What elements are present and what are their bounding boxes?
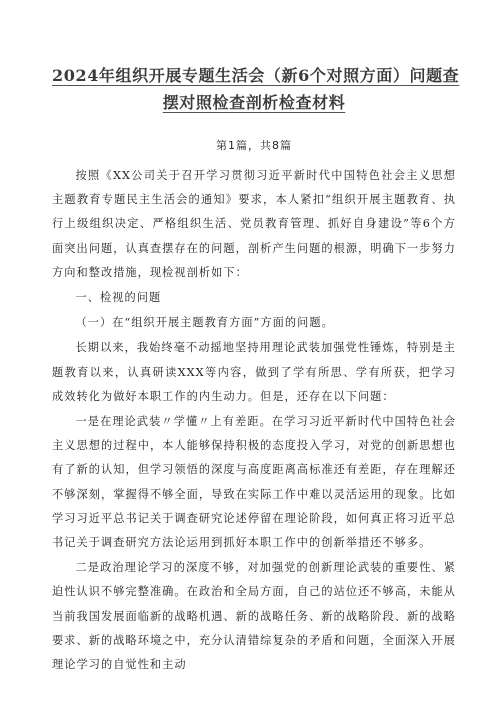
section-heading: 一、检视的问题 [75,291,162,305]
document-title-line-2: 摆对照检查剖析检查材料 [162,93,346,112]
document-part-indicator: 第1篇，共8篇 [216,139,292,152]
document-title-line-1: 2024年组织开展专题生活会（新6个对照方面）问题查 [52,66,460,85]
body-paragraph: 一是在理论武装〃学懂〃上有差距。在学习习近平新时代中国特色社会主义思想的过程中，本人能够保持积极的态度投入学习，对党的创新思想也有了新的认知，但学习领悟的深度与高度距离高标准还有差距，存在理解还不够深刻，掌握得不够全面，导致在实际工作中难以灵活运用的现象。比如学习习近平总书记关于调查研究论述停留在理论阶段，如何真正将习近平总书记关于调查研究方法论运用到抓好本职工作中的创新举措还不够多。 [52,415,456,550]
body-paragraph: 二是政治理论学习的深度不够，对加强党的创新理论武装的重要性、紧迫性认识不够完整准确。在政治和全局方面，自己的站位还不够高，未能从当前我国发展面临新的战略机遇、新的战略任务、新的战略阶段、新的战略要求、新的战略环境之中，充分认清错综复杂的矛盾和问题，全面深入开展理论学习的自觉性和主动 [52,561,456,672]
document-title [52,62,460,116]
body-paragraph: 长期以来，我始终毫不动摇地坚持用理论武装加强党性锤炼，特别是主题教育以来，认真研读XXX等内容，做到了学有所思、学有所获，把学习成效转化为做好本职工作的内生动力。但是，还存在以下问题： [52,341,456,403]
intro-paragraph: 按照《XX公司关于召开学习贯彻习近平新时代中国特色社会主义思想主题教育专题民主生活会的通知》要求，本人紧扣“组织开展主题教育、执行上级组织决定、严格组织生活、党员教育管理、抓好自身建设”等6个方面突出问题，认真查摆存在的问题，剖析产生问题的根源，明确下一步努力方向和整改措施，现检视剖析如下： [52,169,456,279]
subsection-heading: （一）在“组织开展主题教育方面”方面的问题。 [75,316,334,330]
